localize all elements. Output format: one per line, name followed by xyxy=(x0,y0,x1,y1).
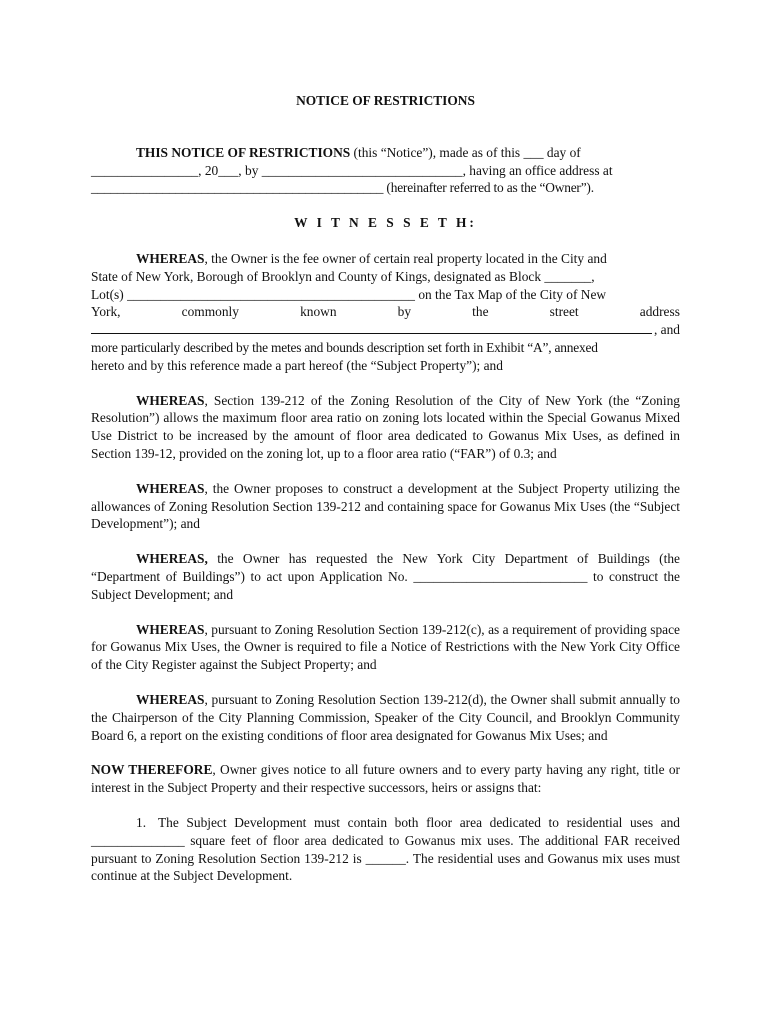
whereas-paragraph-5 xyxy=(91,621,680,674)
whereas-3-text: , the Owner proposes to construct a development at the Subject Property utilizing the allowances of Zoning Resolution Section 139-212 and containing space for Gowanus Mix Uses (the “Subject Development”); and xyxy=(91,480,680,532)
whereas-paragraph-6 xyxy=(91,691,680,744)
whereas-1-line-4 xyxy=(91,303,680,321)
whereas-6-text: , pursuant to Zoning Resolution Section 139-212(d), the Owner shall submit annually to the Chairperson of the City Planning Commission, Speaker of the City Council, and Brooklyn Community Board 6, a report on the existing conditions of floor area designated for Gowanus Mix Uses; and xyxy=(91,691,680,743)
whereas-1-line-5 xyxy=(91,321,680,339)
word-street: street xyxy=(549,304,579,320)
intro-line-2: ________________, 20___, by ______________________________, having an office address at xyxy=(91,162,613,178)
whereas-paragraph-1 xyxy=(91,250,680,375)
whereas-6-bold: WHEREAS xyxy=(136,691,205,707)
whereas-1-line-2: State of New York, Borough of Brooklyn and County of Kings, designated as Block _______, xyxy=(91,268,595,284)
word-by: by xyxy=(397,304,412,320)
witnesseth-heading: W I T N E S S E T H: xyxy=(294,215,477,231)
now-therefore-text: , Owner gives notice to all future owners and to every party having any right, title or interest in the Subject Property and their respective successors, heirs or assigns that: xyxy=(91,762,680,796)
now-therefore-bold: NOW THEREFORE xyxy=(91,762,213,778)
word-commonly: commonly xyxy=(181,304,239,320)
whereas-4-text: the Owner has requested the New York City Department of Buildings (the “Department of Buildings”) to act upon Application No. __________________________ to construct the Subject Development; and xyxy=(91,551,680,602)
whereas-paragraph-2 xyxy=(91,392,680,463)
whereas-1-line-6: more particularly described by the metes and bounds description set forth in Exhibit “A”, annexed xyxy=(91,339,598,355)
document-title: NOTICE OF RESTRICTIONS xyxy=(296,93,475,108)
whereas-paragraph-4 xyxy=(91,550,680,603)
intro-line-1-rest: (this “Notice”), made as of this ___ day of xyxy=(350,144,581,160)
whereas-5-text: , pursuant to Zoning Resolution Section 139-212(c), as a requirement of providing space for Gowanus Mix Uses, the Owner is required to file a Notice of Restrictions with the New York City Office of the City Register against the Subject Property; and xyxy=(91,621,680,673)
whereas-5-bold: WHEREAS xyxy=(136,621,205,637)
now-therefore-paragraph xyxy=(91,761,680,797)
item-1-text: The Subject Development must contain both floor area dedicated to residential uses and ______________ square feet of floor area dedicated to Gowanus mix uses. The additional FAR received pursuant to Zoning Resolution Section 139-212 is ______. The residential uses and Gowanus mix uses must continue at the Subject Development. xyxy=(91,814,680,884)
whereas-paragraph-3 xyxy=(91,480,680,533)
whereas-1-line-5-end: , and xyxy=(653,322,680,338)
whereas-4-bold: WHEREAS, xyxy=(136,551,208,567)
whereas-1-line-1 xyxy=(91,250,680,268)
address-blank-line xyxy=(91,321,652,334)
word-known: known xyxy=(300,304,337,320)
numbered-item-1 xyxy=(91,814,680,885)
whereas-1-line-7: hereto and by this reference made a part hereof (the “Subject Property”); and xyxy=(91,357,503,373)
whereas-1-bold: WHEREAS xyxy=(136,250,205,266)
whereas-1-line-1-text: , the Owner is the fee owner of certain real property located in the City and xyxy=(204,250,607,266)
word-address: address xyxy=(639,304,680,320)
intro-line-1 xyxy=(91,144,680,162)
whereas-1-line-3: Lot(s) ___________________________________________ on the Tax Map of the City of New xyxy=(91,286,607,302)
intro-line-3: _____________________________________________ (hereinafter referred to as the “Owner”). xyxy=(91,180,594,196)
intro-bold-lead: THIS NOTICE OF RESTRICTIONS xyxy=(136,144,351,160)
intro-paragraph xyxy=(91,144,680,197)
word-york: York, xyxy=(91,304,121,320)
whereas-2-text: , Section 139-212 of the Zoning Resolution of the City of New York (the “Zoning Resolution”) allows the maximum floor area ratio on zoning lots located within the Special Gowanus Mixed Use District to be increased by the amount of floor area dedicated to Gowanus Mix Uses, as defined in Section 139-12, provided on the zoning lot, up to a floor area ratio (“FAR”) of 0.3; and xyxy=(91,392,680,461)
document-page xyxy=(91,92,680,902)
whereas-2-bold: WHEREAS xyxy=(136,392,205,408)
whereas-3-bold: WHEREAS xyxy=(136,480,205,496)
item-1-number: 1. xyxy=(136,814,147,830)
word-the: the xyxy=(472,304,489,320)
